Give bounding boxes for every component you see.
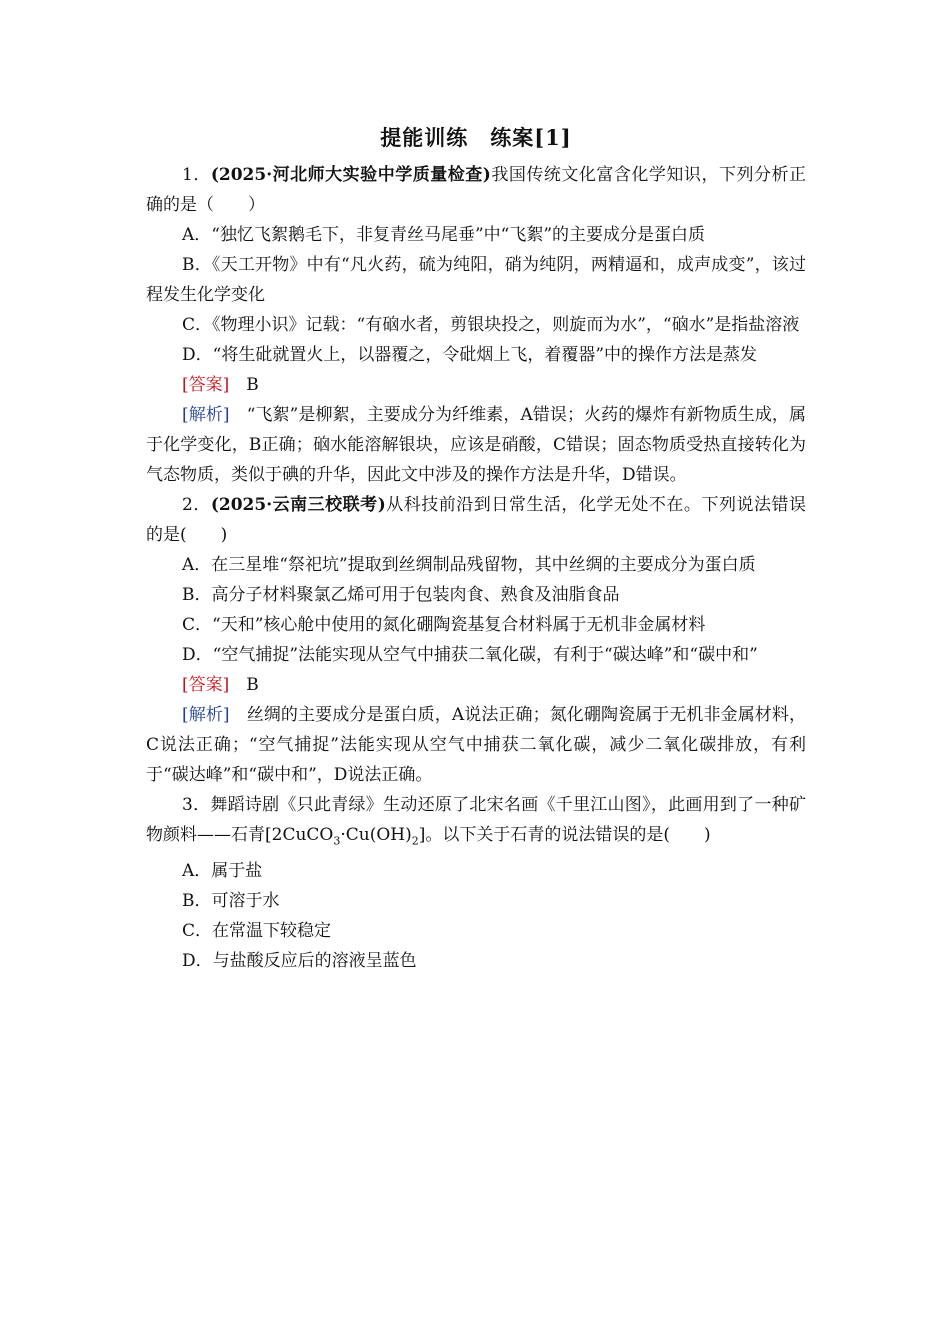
q1-option-d: D．“将生砒就置火上，以器覆之，令砒烟上飞，着覆器”中的操作方法是蒸发 (182, 345, 758, 365)
q3-option-d: D．与盐酸反应后的溶液呈蓝色 (182, 951, 417, 972)
q2-answer (146, 670, 806, 700)
question-text: 我国传统文化富含化学知识，下列分析正确的是（ ） (146, 165, 806, 215)
explanation-text: 丝绸的主要成分是蛋白质，A说法正确；氮化硼陶瓷属于无机非金属材料，C说法正确；“空气捕捉”法能实现从空气中捕获二氧化碳，减少二氧化碳排放，有利于“碳达峰”和“碳中和”，D说法正确。 (146, 705, 806, 785)
q2-option-b: B．高分子材料聚氯乙烯可用于包装肉食、熟食及油脂食品 (182, 585, 620, 605)
q3-option-c: C．在常温下较稳定 (182, 921, 332, 942)
subscript: 2 (411, 834, 419, 848)
answer-value: B (246, 675, 259, 695)
question-number: 1． (182, 165, 211, 185)
document-page (146, 120, 806, 976)
answer-value: B (246, 375, 259, 395)
q3-option-a: A．属于盐 (182, 861, 263, 882)
page-title: 提能训练 练案[1] (380, 125, 572, 150)
question-1-stem (146, 160, 806, 220)
question-number: 3． (182, 795, 211, 815)
q2-explanation (146, 700, 806, 790)
answer-label: [答案] (182, 675, 230, 695)
question-text: ]。以下关于石青的说法错误的是( ) (418, 825, 711, 845)
q1-option-c: C．《物理小识》记载：“有硇水者，剪银块投之，则旋而为水”，“硇水”是指盐溶液 (182, 315, 800, 335)
explanation-label: [解析] (182, 705, 230, 725)
q2-option-d: D．“空气捕捉”法能实现从空气中捕获二氧化碳，有利于“碳达峰”和“碳中和” (182, 645, 758, 665)
question-text: ·Cu(OH) (340, 825, 412, 845)
question-2-stem (146, 490, 806, 550)
question-3-stem (146, 790, 806, 856)
explanation-text: “飞絮”是柳絮，主要成分为纤维素，A错误；火药的爆炸有新物质生成，属于化学变化，B正确；硇水能溶解银块，应该是硝酸，C错误；固态物质受热直接转化为气态物质，类似于碘的升华，因此文中涉及的操作方法是升华，D错误。 (146, 405, 807, 485)
q3-option-b: B．可溶于水 (182, 891, 280, 912)
question-text: 从科技前沿到日常生活，化学无处不在。下列说法错误的是( ) (146, 495, 806, 545)
question-source: (2025·河北师大实验中学质量检查) (210, 165, 491, 185)
answer-label: [答案] (182, 375, 230, 395)
q1-option-b: B．《天工开物》中有“凡火药，硫为纯阳，硝为纯阴，两精逼和，成声成变”，该过程发生化学变化 (146, 255, 806, 305)
q1-answer (146, 370, 806, 400)
q1-option-a: A．“独忆飞絮鹅毛下，非复青丝马尾垂”中“飞絮”的主要成分是蛋白质 (182, 225, 706, 245)
explanation-label: [解析] (182, 405, 230, 425)
subscript: 3 (333, 834, 341, 848)
question-source: (2025·云南三校联考) (210, 495, 386, 515)
q2-option-c: C．“天和”核心舱中使用的氮化硼陶瓷基复合材料属于无机非金属材料 (182, 615, 706, 635)
question-text: 舞蹈诗剧《只此青绿》生动还原了北宋名画《千里江山图》，此画用到了一种矿物颜料——石青[2CuCO (146, 795, 806, 845)
question-number: 2． (182, 495, 211, 515)
q2-option-a: A．在三星堆“祭祀坑”提取到丝绸制品残留物，其中丝绸的主要成分为蛋白质 (182, 555, 756, 575)
q1-explanation (146, 400, 806, 490)
